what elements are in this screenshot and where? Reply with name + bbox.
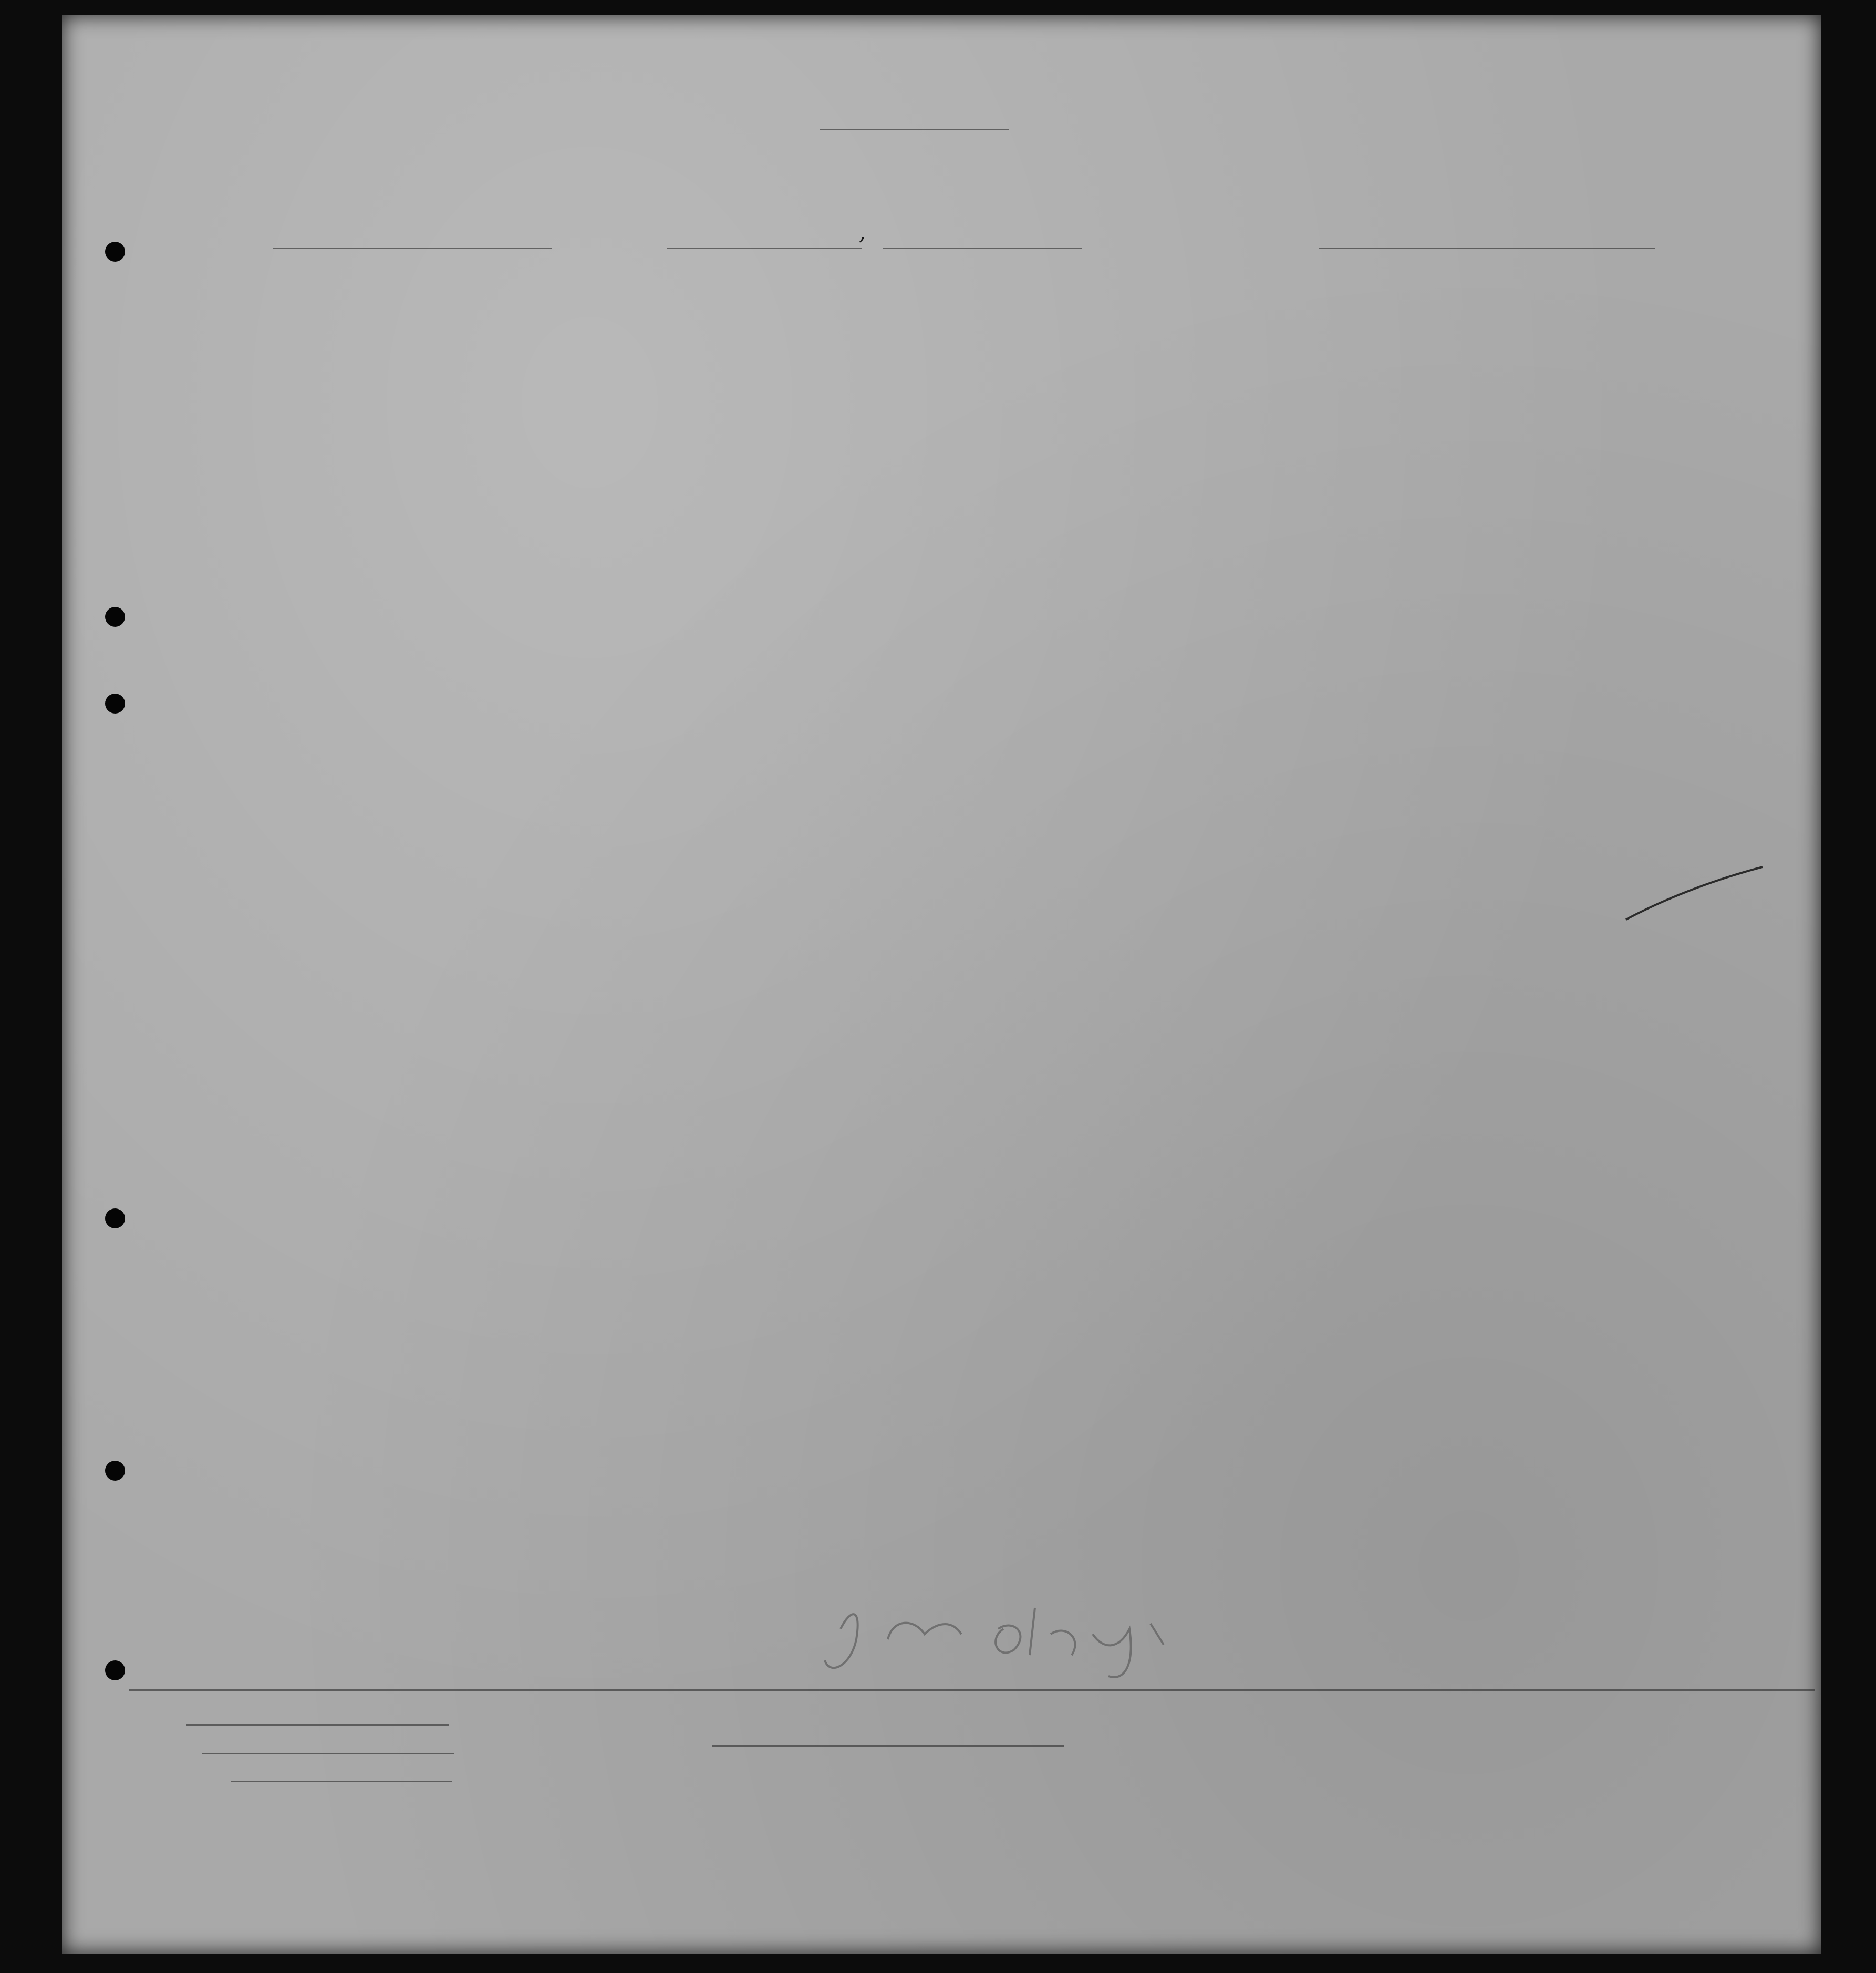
inspector-signature-line (712, 1745, 1064, 1747)
physical-marks-stroke (1626, 867, 1763, 920)
signature-scribble (825, 1608, 1164, 1677)
line-underline (186, 1724, 449, 1726)
owners-underline (202, 1753, 454, 1754)
comma: , (859, 221, 866, 245)
agents-underline (231, 1781, 452, 1782)
footer-rule (129, 1689, 1815, 1691)
